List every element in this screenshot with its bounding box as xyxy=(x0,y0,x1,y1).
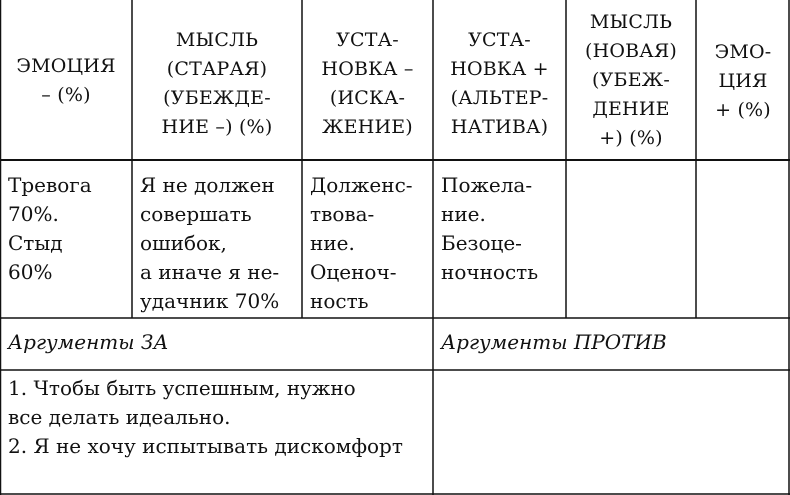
cell-emotion-negative: Тревога 70%. Стыд 60% xyxy=(8,173,92,284)
header-old-thought: МЫСЛЬ (СТАРАЯ) (УБЕЖДЕ- НИЕ –) (%) xyxy=(161,29,273,138)
header-positive-attitude: УСТА- НОВКА + (АЛЬТЕР- НАТИВА) xyxy=(450,29,549,138)
cell-old-thought: Я не должен совершать ошибок, а иначе я не- удачник 70% xyxy=(140,173,280,313)
header-new-thought: МЫСЛЬ (НОВАЯ) (УБЕЖ- ДЕНИЕ +) (%) xyxy=(584,11,678,149)
cell-negative-attitude: Долженс- твова- ние. Оценоч- ность xyxy=(310,173,413,313)
arguments-against-label: Аргументы ПРОТИВ xyxy=(441,330,667,354)
cell-positive-attitude: Пожела- ние. Безоце- ночность xyxy=(441,173,539,284)
header-emotion-positive: ЭМО- ЦИЯ + (%) xyxy=(714,41,772,121)
arguments-for-label: Аргументы ЗА xyxy=(8,330,169,354)
header-emotion-negative: ЭМОЦИЯ – (%) xyxy=(16,55,116,106)
arguments-for-text: 1. Чтобы быть успешным, нужно все делать идеально. 2. Я не хочу испытывать дискомфорт xyxy=(8,376,403,458)
header-negative-attitude: УСТА- НОВКА – (ИСКА- ЖЕНИЕ) xyxy=(321,29,414,138)
